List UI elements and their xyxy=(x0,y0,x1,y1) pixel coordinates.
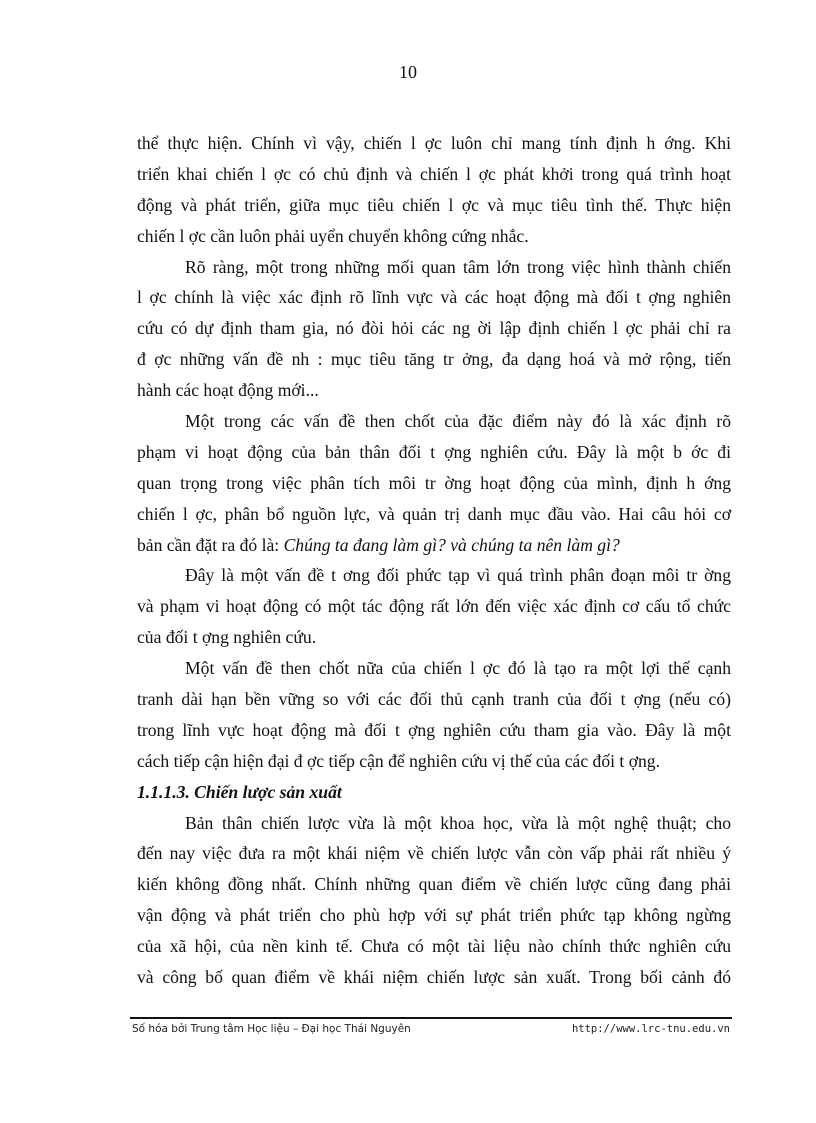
text-line xyxy=(137,530,731,561)
text-line: cứu có dự định tham gia, nó đòi hỏi các ng ời lập định chiến l ợc phải chỉ ra xyxy=(137,318,731,339)
text-line: triển khai chiến l ợc có chủ định và chiến l ợc phát khởi trong quá trình hoạt xyxy=(137,163,731,184)
text-line: vận động và phát triển cho phù hợp với sự phát triển phức tạp không ngừng xyxy=(137,905,731,926)
text-line: l ợc chính là việc xác định rõ lĩnh vực và các hoạt động mà đối t ợng nghiên xyxy=(137,287,731,308)
paragraph-first-line: Một trong các vấn đề then chốt của đặc điểm này đó là xác định rõ xyxy=(185,411,731,432)
paragraph-first-line: Bản thân chiến lược vừa là một khoa học, vừa là một nghệ thuật; cho xyxy=(185,812,731,833)
footer-divider xyxy=(130,1017,732,1019)
paragraph-first-line: Đây là một vấn đề t ơng đối phức tạp vì quá trình phân đoạn môi tr ờng xyxy=(185,565,731,586)
text-line: chiến l ợc, phân bổ nguồn lực, và quản trị danh mục đầu vào. Hai câu hỏi cơ xyxy=(137,503,731,524)
text-segment: bản cần đặt ra đó là: xyxy=(137,534,284,555)
italic-question: Chúng ta đang làm gì? và chúng ta nên làm gì? xyxy=(283,534,620,555)
page-number: 10 xyxy=(399,62,417,82)
section-heading: 1.1.1.3. Chiến lược sản xuất xyxy=(137,781,342,802)
text-line: đến nay việc đưa ra một khái niệm về chiến lược vẫn còn vấp phải rất nhiều ý xyxy=(137,843,731,864)
text-line: trong lĩnh vực hoạt động mà đối t ợng nghiên cứu tham gia vào. Đây là một xyxy=(137,719,731,740)
footer-source-text: Số hóa bởi Trung tâm Học liệu – Đại học Thái Nguyên xyxy=(132,1023,411,1035)
text-line: kiến không đồng nhất. Chính những quan điểm về chiến lược cũng đang phải xyxy=(137,874,731,895)
text-line: quan trọng trong việc phân tích môi tr ờng hoạt động của mình, định h ớng xyxy=(137,472,731,493)
text-line: phạm vi hoạt động của bản thân đối t ợng nghiên cứu. Đây là một b ớc đi xyxy=(137,441,731,462)
text-line: của xã hội, của nền kinh tế. Chưa có một tài liệu nào chính thức nghiên cứu xyxy=(137,936,731,957)
text-line: của đối t ợng nghiên cứu. xyxy=(137,627,317,648)
text-line: hành các hoạt động mới... xyxy=(137,380,319,401)
paragraph-first-line: Rõ ràng, một trong những mối quan tâm lớn trong việc hình thành chiến xyxy=(185,256,731,277)
text-line: và công bố quan điểm về khái niệm chiến lược sản xuất. Trong bối cảnh đó xyxy=(137,967,731,988)
text-line: đ ợc những vấn đề nh : mục tiêu tăng tr ởng, đa dạng hoá và mở rộng, tiến xyxy=(137,349,731,370)
footer-url-link[interactable]: http://www.lrc-tnu.edu.vn xyxy=(571,1023,730,1035)
text-line: và phạm vi hoạt động có một tác động rất lớn đến việc xác định cơ cấu tổ chức xyxy=(137,596,731,617)
document-body xyxy=(137,128,731,993)
text-line: chiến l ợc cần luôn phải uyển chuyển không cứng nhắc. xyxy=(137,225,529,246)
paragraph-first-line: Một vấn đề then chốt nữa của chiến l ợc đó là tạo ra một lợi thế cạnh xyxy=(185,658,731,679)
text-line: cách tiếp cận hiện đại đ ợc tiếp cận để nghiên cứu vị thế của các đối t ợng. xyxy=(137,750,661,771)
text-line: tranh dài hạn bền vững so với các đối thủ cạnh tranh của đối t ợng (nếu có) xyxy=(137,689,731,710)
text-line: thể thực hiện. Chính vì vậy, chiến l ợc luôn chỉ mang tính định h ớng. Khi xyxy=(137,133,731,153)
text-line: động và phát triển, giữa mục tiêu chiến l ợc và mục tiêu tình thế. Thực hiện xyxy=(137,194,731,215)
